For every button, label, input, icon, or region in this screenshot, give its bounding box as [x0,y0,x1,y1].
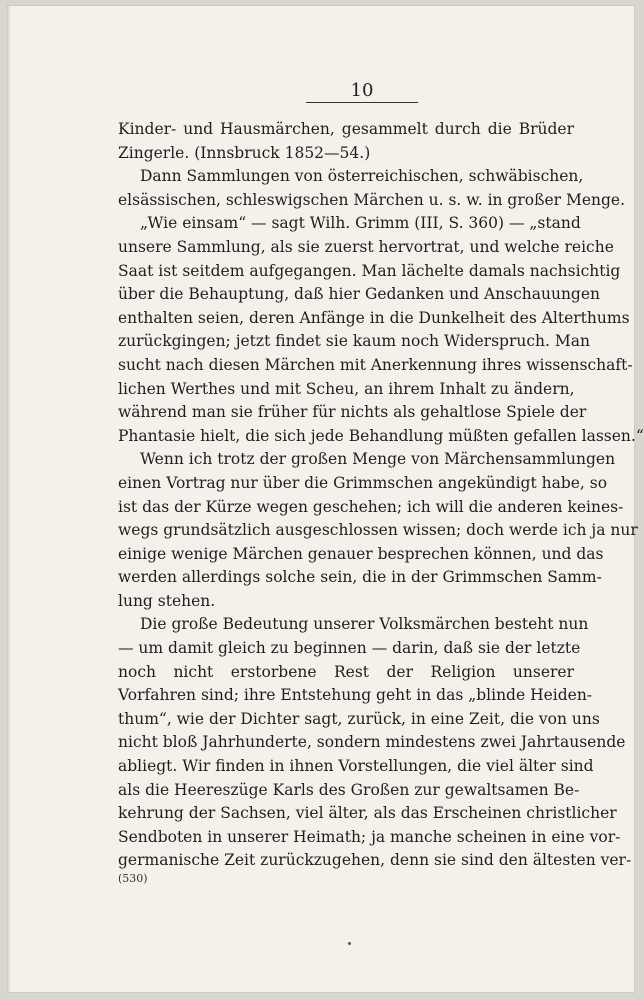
page-number: 10 [350,80,374,101]
text-line: Zingerle. (Innsbruck 1852—54.) [118,143,371,162]
text-line: ist das der Kürze wegen geschehen; ich will die anderen keines- [118,497,624,516]
text-line: Saat ist seitdem aufgegangen. Man lächelte damals nachsichtig [118,261,621,280]
text-line: germanische Zeit zurückzugehen, denn sie sind den ältesten ver- [118,851,632,870]
text-line: Die große Bedeutung unserer Volksmärchen besteht nun [140,615,589,634]
text-line: lichen Werthes und mit Scheu, an ihrem Inhalt zu ändern, [118,379,575,398]
text-line: zurückgingen; jetzt findet sie kaum noch Widerspruch. Man [118,332,590,351]
text-line: Phantasie hielt, die sich jede Behandlung müßten gefallen lassen.“ [118,426,644,445]
text-line: thum“, wie der Dichter sagt, zurück, in eine Zeit, die von uns [118,709,600,728]
text-line: nicht bloß Jahrhunderte, sondern mindestens zwei Jahrtausende [118,733,626,752]
text-line: kehrung der Sachsen, viel älter, als das Erscheinen christlicher [118,804,617,823]
text-line: noch nicht erstorbene Rest der Religion unserer [118,662,574,681]
text-line: werden allerdings solche sein, die in der Grimmschen Samm- [118,568,602,587]
text-line: abliegt. Wir finden in ihnen Vorstellungen, die viel älter sind [118,757,594,776]
body-text [118,118,644,873]
text-line: während man sie früher für nichts als gehaltlose Spiele der [118,403,587,422]
text-line: wegs grundsätzlich ausgeschlossen wissen; doch werde ich ja nur [118,521,638,540]
book-page [8,6,644,992]
text-line: über die Behauptung, daß hier Gedanken und Anschauungen [118,285,600,304]
text-line: Wenn ich trotz der großen Menge von Märchensammlungen [140,450,616,469]
text-line: Kinder- und Hausmärchen, gesammelt durch die Brüder [118,120,574,138]
text-line: „Wie einsam“ — sagt Wilh. Grimm (III, S. 360) — „stand [140,214,581,233]
printer-signature: (530) [118,872,148,885]
text-line: einen Vortrag nur über die Grimmschen angekündigt habe, so [118,473,608,492]
text-line: elsässischen, schleswigschen Märchen u. s. w. in großer Menge. [118,190,626,209]
text-line: unsere Sammlung, als sie zuerst hervortrat, und welche reiche [118,237,614,256]
text-line: — um damit gleich zu beginnen — darin, daß sie der letzte [118,639,581,658]
text-line: enthalten seien, deren Anfänge in die Dunkelheit des Alterthums [118,308,630,327]
text-line: Sendboten in unserer Heimath; ja manche scheinen in eine vor- [118,827,621,846]
text-line: als die Heereszüge Karls des Großen zur gewaltsamen Be- [118,780,580,799]
text-line: Dann Sammlungen von österreichischen, schwäbischen, [140,167,584,186]
text-line: einige wenige Märchen genauer besprechen können, und das [118,544,604,563]
text-line: Vorfahren sind; ihre Entstehung geht in das „blinde Heiden- [118,686,593,705]
text-line: sucht nach diesen Märchen mit Anerkennung ihres wissenschaft- [118,355,633,374]
header-rule [306,102,418,103]
text-line: lung stehen. [118,591,216,610]
paper-speck [348,942,351,945]
